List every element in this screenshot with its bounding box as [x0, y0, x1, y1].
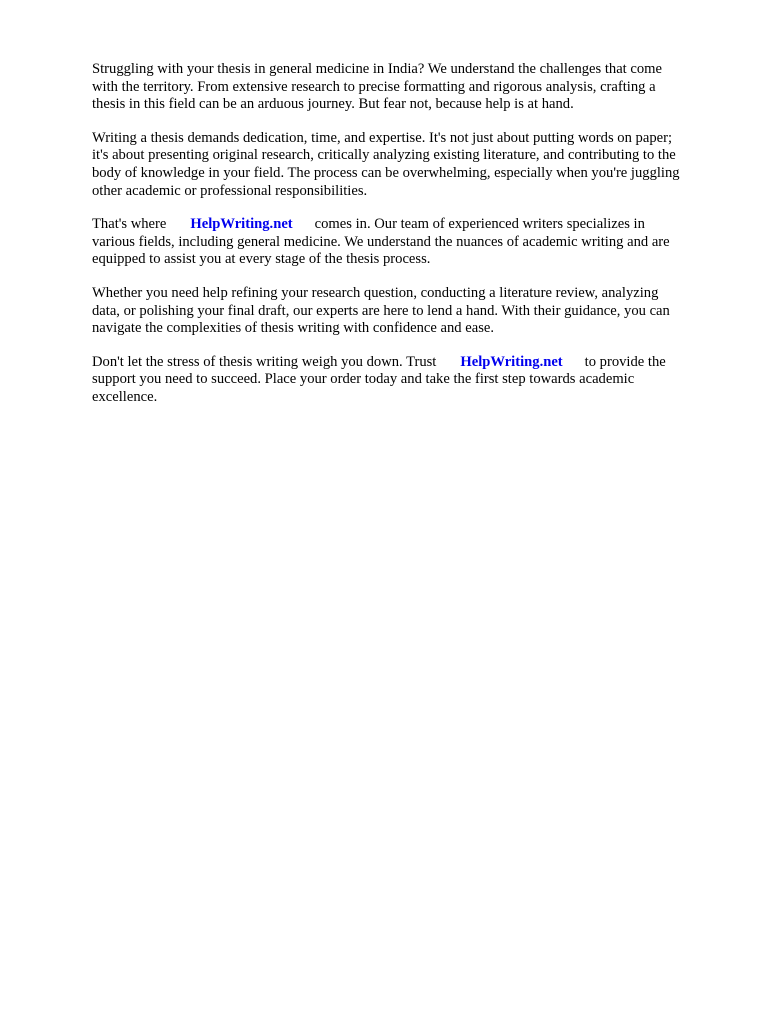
paragraph-demands: [92, 130, 724, 200]
text-line: navigate the complexities of thesis writing with confidence and ease.: [92, 320, 495, 337]
text-line: Struggling with your thesis in general medicine in India? We understand the challenges that come: [92, 61, 662, 77]
text-segment: Don't let the stress of thesis writing weigh you down. Trust: [92, 353, 437, 370]
text-line: Writing a thesis demands dedication, time, and expertise. It's not just about putting words on paper;: [92, 129, 673, 146]
text-line: other academic or professional responsibilities.: [92, 182, 368, 199]
text-line: Whether you need help refining your research question, conducting a literature review, analyzing: [92, 284, 659, 301]
text-line-with-link: [92, 354, 724, 372]
paragraph-service: [92, 216, 724, 269]
paragraph-intro: [92, 61, 724, 114]
text-line: body of knowledge in your field. The process can be overwhelming, especially when you're juggling: [92, 164, 680, 181]
helpwriting-link[interactable]: HelpWriting.net: [190, 216, 293, 233]
text-line: thesis in this field can be an arduous journey. But fear not, because help is at hand.: [92, 96, 574, 113]
text-segment: comes in. Our team of experienced writers specializes in: [314, 216, 645, 233]
text-line: support you need to succeed. Place your order today and take the first step towards academic: [92, 371, 635, 388]
document-page: [92, 61, 724, 423]
text-line: with the territory. From extensive research to precise formatting and rigorous analysis, crafting a: [92, 78, 656, 95]
text-line: equipped to assist you at every stage of the thesis process.: [92, 251, 431, 268]
text-line-with-link: [92, 216, 724, 234]
helpwriting-link[interactable]: HelpWriting.net: [460, 353, 563, 370]
text-line: it's about presenting original research, critically analyzing existing literature, and contributing to the: [92, 147, 676, 164]
paragraph-call-to-action: [92, 354, 724, 407]
text-line: various fields, including general medicine. We understand the nuances of academic writing and are: [92, 233, 670, 250]
text-segment: That's where: [92, 216, 167, 233]
text-segment: to provide the: [584, 353, 666, 370]
text-line: excellence.: [92, 388, 158, 405]
paragraph-help-types: [92, 285, 724, 338]
text-line: data, or polishing your final draft, our experts are here to lend a hand. With their guidance, you can: [92, 302, 670, 319]
